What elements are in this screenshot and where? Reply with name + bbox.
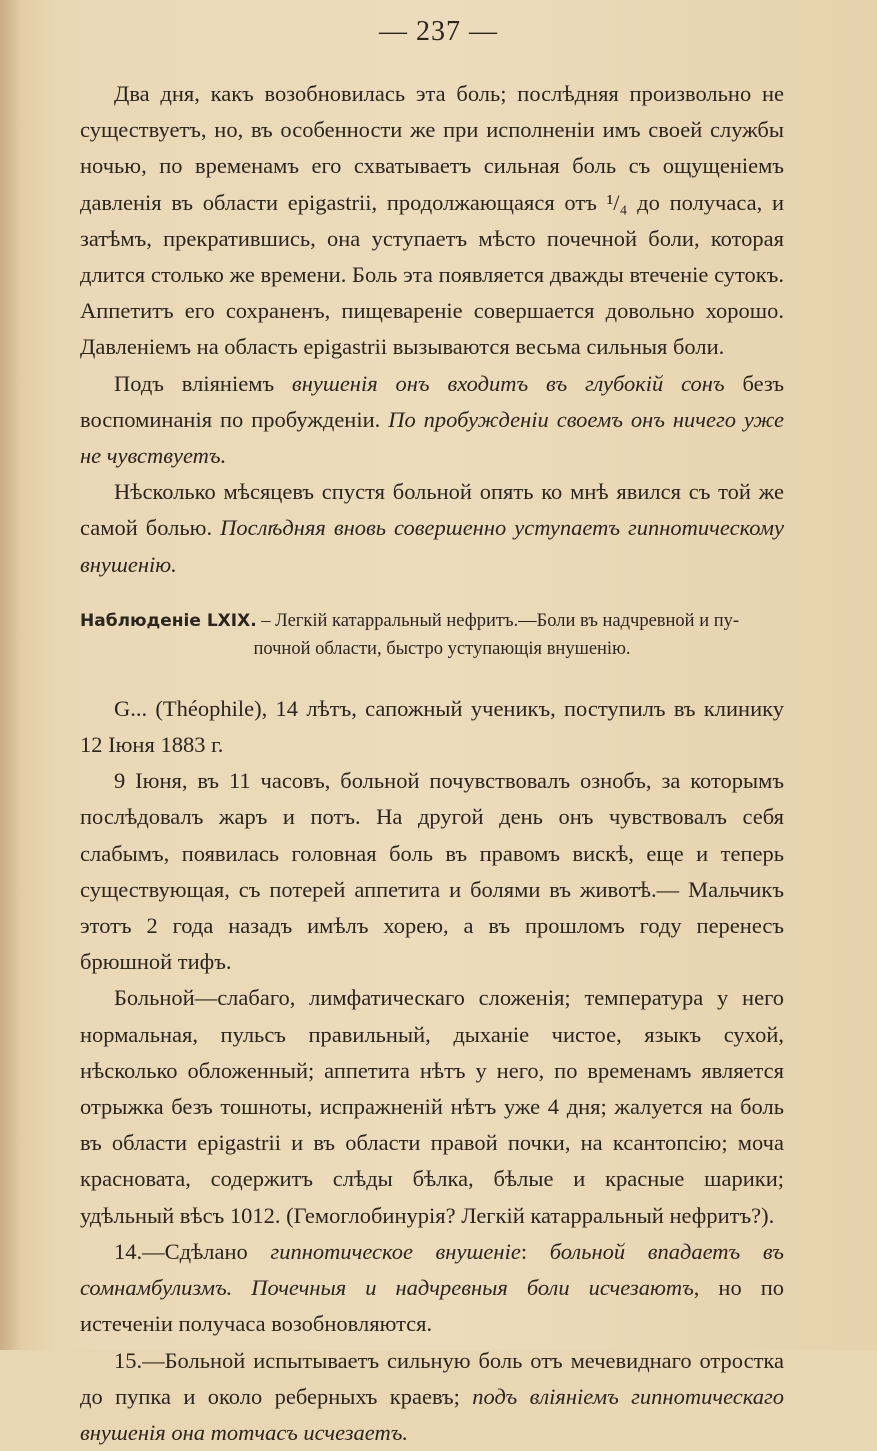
- p2-italic-d: По пробужденіи своемъ онъ ничего уже не чувствуетъ.: [80, 407, 784, 468]
- p2-text-c: безъ воспоминанія по пробужденіи.: [80, 371, 784, 432]
- p7-text-a: 14.—Сдѣлано: [114, 1239, 270, 1264]
- p8-italic-b: подъ вліяніемъ гипнотическаго внушенія она тотчасъ исчезаетъ.: [80, 1384, 784, 1445]
- observation-title: Наблюденіе LXIX.: [80, 611, 257, 631]
- paragraph-1: Два дня, какъ возобновилась эта боль; послѣдняя произвольно не существуетъ, но, въ особенности же при исполненіи имъ своей службы ночью, по временамъ его схватываетъ сильная боль съ ощущеніемъ давленія въ области epigastrii, продолжающаяся отъ ¹/₄ до получаса, и затѣмъ, прекратившись, она уступаетъ мѣсто почечной боли, которая длится столько же времени. Боль эта появляется дважды втеченіе сутокъ. Аппетитъ его сохраненъ, пищевареніе совершается довольно хорошо. Давленіемъ на область epigastrii вызываются весьма сильныя боли.: [80, 76, 784, 366]
- p2-text-a: Подъ вліяніемъ: [114, 371, 292, 396]
- body-text: [80, 76, 784, 1451]
- observation-subtitle-line1: – Легкій катарральный нефритъ.—Боли въ надчревной и пу-: [257, 611, 739, 631]
- p2-italic-b: внушенія онъ входитъ въ глубокій сонъ: [292, 371, 725, 396]
- observation-heading: [80, 607, 784, 663]
- paragraph-5: 9 Іюня, въ 11 часовъ, больной почувствовалъ ознобъ, за которымъ послѣдовалъ жаръ и потъ. На другой день онъ чувствовалъ себя слабымъ, появилась головная боль въ правомъ вискѣ, еще и теперь существующая, съ потерей аппетита и болями въ животѣ.— Мальчикъ этотъ 2 года назадъ имѣлъ хорею, а въ прошломъ году перенесъ брюшной тифъ.: [80, 763, 784, 980]
- p8-text-a: 15.—Больной испытываетъ сильную боль отъ мечевиднаго отростка до пупка и около реберныхъ краевъ;: [80, 1348, 784, 1409]
- paragraph-2: [80, 366, 784, 475]
- p7-text-e: , но по истеченіи получаса возобновляются.: [80, 1275, 784, 1336]
- page-number: — 237 —: [0, 16, 877, 48]
- p7-text-c: :: [521, 1239, 550, 1264]
- paragraph-6: Больной—слабаго, лимфатическаго сложенія; температура у него нормальная, пульсъ правильный, дыханіе чистое, языкъ сухой, нѣсколько обложенный; аппетита нѣтъ у него, по временамъ является отрыжка безъ тошноты, испражненій нѣтъ уже 4 дня; жалуется на боль въ области epigastrii и въ области правой почки, на ксантопсію; моча красновата, содержитъ слѣды бѣлка, бѣлые и красные шарики; удѣльный вѣсъ 1012. (Гемоглобинурія? Легкій катарральный нефритъ?).: [80, 980, 784, 1233]
- paragraph-7: [80, 1234, 784, 1343]
- paragraph-8: [80, 1343, 784, 1451]
- p3-text-a: Нѣсколько мѣсяцевъ спустя больной опять ко мнѣ явился съ той же самой болью.: [80, 479, 784, 540]
- p7-italic-d: больной впадаетъ въ сомнамбулизмъ. Почечныя и надчревныя боли исчезаютъ: [80, 1239, 784, 1300]
- paragraph-4: G... (Théophile), 14 лѣтъ, сапожный ученикъ, поступилъ въ клинику 12 Іюня 1883 г.: [80, 691, 784, 763]
- paragraph-3: [80, 474, 784, 583]
- p3-italic-b: Послѣдняя вновь совершенно уступаетъ гипнотическому внушенію.: [80, 515, 784, 576]
- p7-italic-b: гипнотическое внушеніе: [270, 1239, 520, 1264]
- observation-subtitle-line2: почной области, быстро уступающія внушенію.: [80, 635, 784, 663]
